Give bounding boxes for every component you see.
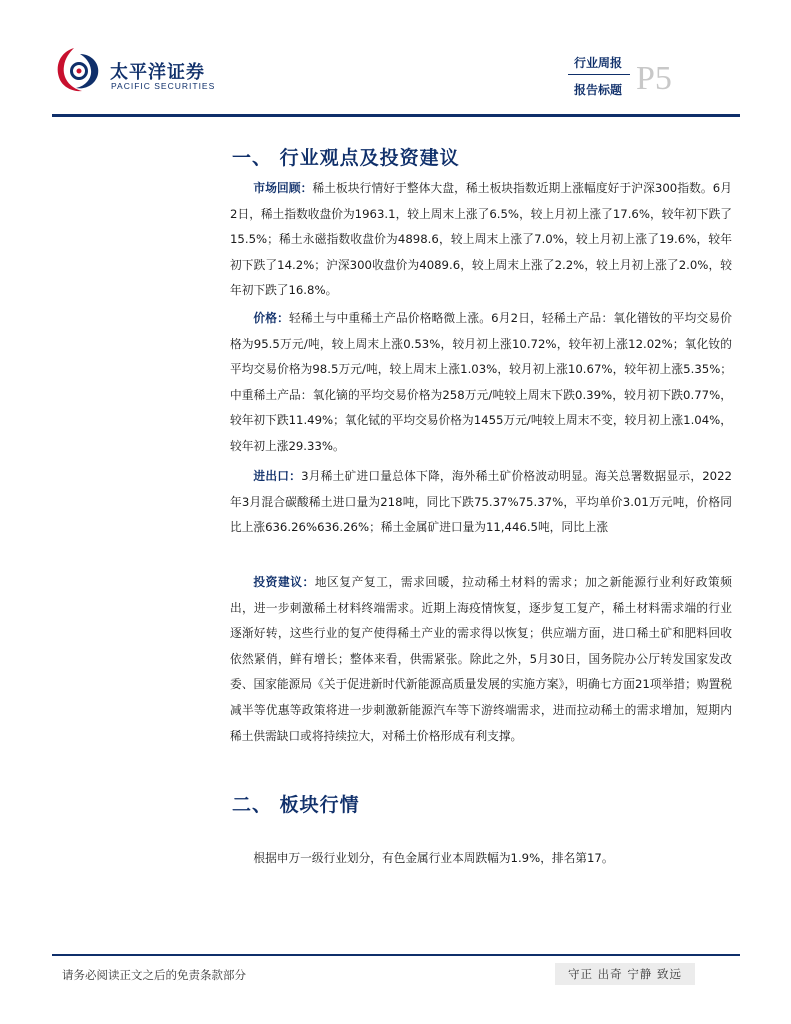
brand-name-en: PACIFIC SECURITIES	[111, 81, 216, 91]
paragraph-label: 投资建议：	[253, 575, 315, 589]
header-rule	[52, 114, 740, 117]
paragraph-text: 地区复产复工，需求回暖，拉动稀土材料的需求；加之新能源行业利好政策频出，进一步刺激稀土材料终端需求。近期上海疫情恢复，逐步复工复产，稀土材料需求端的行业逐渐好转，这些行业的复产使得稀土产业的需求得以恢复；供应端方面，进口稀土矿和肥料回收依然紧俏，鲜有增长；整体来看，供需紧张。除此之外，5月30日，国务院办公厅转发国家发改委、国家能源局《关于促进新时代新能源高质量发展的实施方案》，明确七方面21项举措；购置税减半等优惠等政策将进一步刺激新能源汽车等下游终端需求，进而拉动稀土的需求增加，短期内稀土供需缺口或将持续拉大，对稀土价格形成有利支撑。	[230, 575, 732, 743]
header-divider	[568, 74, 630, 75]
footer-rule	[52, 954, 740, 956]
paragraph-text: 稀土板块行情好于整体大盘，稀土板块指数近期上涨幅度好于沪深300指数。6月2日，稀土指数收盘价为1963.1，较上周末上涨了6.5%，较上月初上涨了17.6%，较年初下跌了15.5%；稀土永磁指数收盘价为4898.6，较上周末上涨了7.0%，较上月初上涨了19.6%，较年初下跌了14.2%；沪深300收盘价为4089.6，较上周末上涨了2.2%，较上月初上涨了2.0%，较年初下跌了16.8%。	[230, 181, 732, 298]
paragraph-import-export	[230, 464, 732, 541]
paragraph-label: 进出口：	[253, 469, 302, 483]
paragraph-label: 市场回顾：	[253, 181, 313, 195]
paragraph-text: 轻稀土与中重稀土产品价格略微上涨。6月2日，轻稀土产品：氧化镨钕的平均交易价格为95.5万元/吨，较上周末上涨0.53%，较月初上涨10.72%，较年初上涨12.02%；氧化钕的平均交易价格为98.5万元/吨，较上周末上涨1.03%，较月初上涨10.67%，较年初上涨5.35%；中重稀土产品：氧化镝的平均交易价格为258万元/吨较上周末下跌0.39%，较月初下跌0.77%，较年初下跌11.49%；氧化铽的平均交易价格为1455万元/吨较上周末不变，较月初上涨1.04%，较年初上涨29.33%。	[230, 311, 732, 453]
footer-motto: 守正 出奇 宁静 致远	[555, 963, 695, 985]
paragraph-sector-performance: 根据申万一级行业划分，有色金属行业本周跌幅为1.9%，排名第17。	[253, 851, 614, 865]
paragraph-market-review	[230, 176, 732, 304]
page-number: P5	[636, 60, 672, 97]
brand-name-cn: 太平洋证券	[110, 62, 205, 83]
paragraph-price	[230, 306, 732, 460]
paragraph-investment-advice	[230, 570, 732, 749]
section-heading-views: 一、 行业观点及投资建议	[232, 147, 460, 169]
paragraph-label: 价格：	[253, 311, 290, 325]
report-type: 行业周报	[574, 56, 623, 70]
paragraph-text: 3月稀土矿进口量总体下降，海外稀土矿价格波动明显。海关总署数据显示，2022年3月混合碳酸稀土进口量为218吨，同比下跌75.37%75.37%，平均单价3.01万元吨，价格同比上涨636.26%636.26%；稀土金属矿进口量为11,446.5吨，同比上涨	[230, 469, 732, 535]
report-title-label: 报告标题	[574, 83, 623, 97]
footer-disclaimer: 请务必阅读正文之后的免责条款部分	[62, 968, 246, 982]
section-heading-sector: 二、 板块行情	[232, 794, 360, 816]
pacific-securities-logo-icon	[52, 44, 110, 96]
